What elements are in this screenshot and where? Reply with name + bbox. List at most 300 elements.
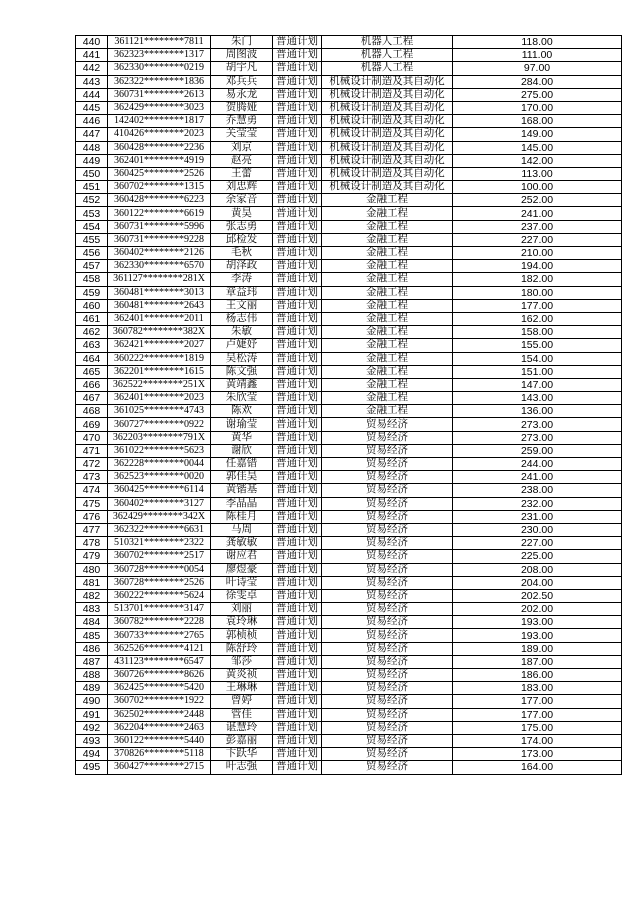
table-row — [76, 563, 622, 576]
cell-row-number: 473 — [76, 471, 108, 484]
cell-plan-type: 普通计划 — [273, 563, 322, 576]
cell-plan-type: 普通计划 — [273, 273, 322, 286]
cell-score: 241.00 — [453, 207, 622, 220]
admission-table — [75, 35, 622, 775]
cell-id-number: 361121********7811 — [108, 36, 211, 49]
table-row — [76, 418, 622, 431]
cell-id-number: 360727********0922 — [108, 418, 211, 431]
cell-major: 金融工程 — [322, 247, 453, 260]
cell-student-name: 关莹莹 — [211, 128, 273, 141]
cell-plan-type: 普通计划 — [273, 392, 322, 405]
cell-plan-type: 普通计划 — [273, 299, 322, 312]
cell-id-number: 142402********1817 — [108, 115, 211, 128]
cell-score: 227.00 — [453, 233, 622, 246]
cell-plan-type: 普通计划 — [273, 365, 322, 378]
cell-row-number: 457 — [76, 260, 108, 273]
cell-student-name: 郭桢桢 — [211, 629, 273, 642]
cell-plan-type: 普通计划 — [273, 233, 322, 246]
cell-plan-type: 普通计划 — [273, 181, 322, 194]
cell-score: 111.00 — [453, 49, 622, 62]
cell-id-number: 362323********1317 — [108, 49, 211, 62]
cell-major: 贸易经济 — [322, 537, 453, 550]
table-row — [76, 642, 622, 655]
cell-student-name: 朱敏 — [211, 326, 273, 339]
cell-plan-type: 普通计划 — [273, 748, 322, 761]
cell-plan-type: 普通计划 — [273, 497, 322, 510]
table-row — [76, 273, 622, 286]
cell-row-number: 493 — [76, 734, 108, 747]
cell-major: 贸易经济 — [322, 748, 453, 761]
table-row — [76, 326, 622, 339]
cell-student-name: 谢欣 — [211, 444, 273, 457]
cell-score: 177.00 — [453, 708, 622, 721]
cell-id-number: 362421********2027 — [108, 339, 211, 352]
cell-major: 金融工程 — [322, 378, 453, 391]
table-row — [76, 378, 622, 391]
cell-student-name: 黄靖鑫 — [211, 378, 273, 391]
cell-id-number: 360402********2126 — [108, 247, 211, 260]
cell-id-number: 360402********3127 — [108, 497, 211, 510]
table-row — [76, 603, 622, 616]
cell-id-number: 361127********281X — [108, 273, 211, 286]
table-row — [76, 510, 622, 523]
cell-score: 136.00 — [453, 405, 622, 418]
cell-score: 180.00 — [453, 286, 622, 299]
cell-student-name: 陈舒玲 — [211, 642, 273, 655]
cell-plan-type: 普通计划 — [273, 312, 322, 325]
table-row — [76, 576, 622, 589]
table-row — [76, 444, 622, 457]
cell-major: 贸易经济 — [322, 471, 453, 484]
cell-id-number: 510321********2322 — [108, 537, 211, 550]
cell-plan-type: 普通计划 — [273, 537, 322, 550]
cell-score: 143.00 — [453, 392, 622, 405]
cell-id-number: 360726********8626 — [108, 669, 211, 682]
cell-student-name: 彭嘉丽 — [211, 734, 273, 747]
cell-major: 贸易经济 — [322, 589, 453, 602]
cell-major: 机械设计制造及其自动化 — [322, 181, 453, 194]
cell-id-number: 362523********0020 — [108, 471, 211, 484]
cell-score: 97.00 — [453, 62, 622, 75]
cell-id-number: 362330********6570 — [108, 260, 211, 273]
cell-student-name: 章益玮 — [211, 286, 273, 299]
cell-id-number: 360782********382X — [108, 326, 211, 339]
table-row — [76, 75, 622, 88]
cell-id-number: 362201********1615 — [108, 365, 211, 378]
cell-plan-type: 普通计划 — [273, 220, 322, 233]
cell-plan-type: 普通计划 — [273, 734, 322, 747]
cell-student-name: 胡宇凡 — [211, 62, 273, 75]
cell-major: 金融工程 — [322, 352, 453, 365]
cell-plan-type: 普通计划 — [273, 339, 322, 352]
cell-score: 237.00 — [453, 220, 622, 233]
cell-id-number: 360728********2526 — [108, 576, 211, 589]
cell-student-name: 卞跃华 — [211, 748, 273, 761]
table-row — [76, 550, 622, 563]
cell-row-number: 465 — [76, 365, 108, 378]
cell-plan-type: 普通计划 — [273, 62, 322, 75]
cell-row-number: 471 — [76, 444, 108, 457]
cell-plan-type: 普通计划 — [273, 576, 322, 589]
cell-plan-type: 普通计划 — [273, 352, 322, 365]
table-row — [76, 405, 622, 418]
cell-id-number: 361022********5623 — [108, 444, 211, 457]
cell-plan-type: 普通计划 — [273, 484, 322, 497]
cell-score: 208.00 — [453, 563, 622, 576]
cell-score: 154.00 — [453, 352, 622, 365]
cell-id-number: 362401********2023 — [108, 392, 211, 405]
table-row — [76, 286, 622, 299]
cell-major: 贸易经济 — [322, 550, 453, 563]
cell-plan-type: 普通计划 — [273, 761, 322, 774]
cell-id-number: 360731********9228 — [108, 233, 211, 246]
cell-score: 151.00 — [453, 365, 622, 378]
cell-plan-type: 普通计划 — [273, 458, 322, 471]
cell-major: 金融工程 — [322, 260, 453, 273]
table-row — [76, 669, 622, 682]
cell-score: 230.00 — [453, 523, 622, 536]
cell-id-number: 360782********2228 — [108, 616, 211, 629]
table-row — [76, 233, 622, 246]
cell-id-number: 360427********2715 — [108, 761, 211, 774]
table-row — [76, 247, 622, 260]
cell-major: 贸易经济 — [322, 761, 453, 774]
cell-student-name: 朱欣莹 — [211, 392, 273, 405]
cell-student-name: 李涛 — [211, 273, 273, 286]
cell-row-number: 479 — [76, 550, 108, 563]
cell-row-number: 485 — [76, 629, 108, 642]
cell-major: 贸易经济 — [322, 576, 453, 589]
cell-major: 金融工程 — [322, 365, 453, 378]
cell-plan-type: 普通计划 — [273, 167, 322, 180]
cell-student-name: 管佳 — [211, 708, 273, 721]
cell-row-number: 483 — [76, 603, 108, 616]
cell-plan-type: 普通计划 — [273, 603, 322, 616]
cell-row-number: 492 — [76, 721, 108, 734]
cell-id-number: 513701********3147 — [108, 603, 211, 616]
table-row — [76, 36, 622, 49]
cell-row-number: 456 — [76, 247, 108, 260]
cell-student-name: 乔慧勇 — [211, 115, 273, 128]
cell-student-name: 黄华 — [211, 431, 273, 444]
cell-major: 机械设计制造及其自动化 — [322, 128, 453, 141]
cell-student-name: 曾婷 — [211, 695, 273, 708]
cell-score: 252.00 — [453, 194, 622, 207]
cell-row-number: 441 — [76, 49, 108, 62]
table-row — [76, 392, 622, 405]
cell-student-name: 陈桂月 — [211, 510, 273, 523]
table-row — [76, 128, 622, 141]
cell-major: 机械设计制造及其自动化 — [322, 88, 453, 101]
cell-id-number: 360481********3013 — [108, 286, 211, 299]
cell-plan-type: 普通计划 — [273, 550, 322, 563]
table-row — [76, 695, 622, 708]
cell-plan-type: 普通计划 — [273, 247, 322, 260]
cell-major: 金融工程 — [322, 312, 453, 325]
cell-row-number: 445 — [76, 101, 108, 114]
table-row — [76, 537, 622, 550]
table-row — [76, 497, 622, 510]
cell-id-number: 362401********2011 — [108, 312, 211, 325]
table-row — [76, 167, 622, 180]
cell-major: 机器人工程 — [322, 62, 453, 75]
cell-score: 284.00 — [453, 75, 622, 88]
cell-row-number: 470 — [76, 431, 108, 444]
cell-student-name: 谢应君 — [211, 550, 273, 563]
cell-plan-type: 普通计划 — [273, 286, 322, 299]
cell-plan-type: 普通计划 — [273, 49, 322, 62]
table-row — [76, 655, 622, 668]
cell-student-name: 王琳琳 — [211, 682, 273, 695]
table-row — [76, 523, 622, 536]
cell-student-name: 徐雯卓 — [211, 589, 273, 602]
cell-major: 贸易经济 — [322, 444, 453, 457]
cell-row-number: 472 — [76, 458, 108, 471]
cell-score: 227.00 — [453, 537, 622, 550]
cell-student-name: 叶诗莹 — [211, 576, 273, 589]
cell-score: 175.00 — [453, 721, 622, 734]
cell-plan-type: 普通计划 — [273, 260, 322, 273]
table-row — [76, 471, 622, 484]
cell-score: 259.00 — [453, 444, 622, 457]
cell-row-number: 467 — [76, 392, 108, 405]
table-row — [76, 260, 622, 273]
cell-row-number: 480 — [76, 563, 108, 576]
table-row — [76, 339, 622, 352]
cell-major: 贸易经济 — [322, 523, 453, 536]
cell-plan-type: 普通计划 — [273, 88, 322, 101]
cell-id-number: 362401********4919 — [108, 154, 211, 167]
cell-plan-type: 普通计划 — [273, 141, 322, 154]
cell-student-name: 易永龙 — [211, 88, 273, 101]
cell-score: 155.00 — [453, 339, 622, 352]
table-row — [76, 682, 622, 695]
cell-student-name: 谌慧玲 — [211, 721, 273, 734]
cell-major: 贸易经济 — [322, 510, 453, 523]
cell-id-number: 362203********791X — [108, 431, 211, 444]
table-body — [76, 36, 622, 775]
cell-major: 贸易经济 — [322, 721, 453, 734]
cell-id-number: 360122********5440 — [108, 734, 211, 747]
table-row — [76, 62, 622, 75]
cell-major: 机械设计制造及其自动化 — [322, 75, 453, 88]
cell-row-number: 468 — [76, 405, 108, 418]
cell-id-number: 360428********6223 — [108, 194, 211, 207]
cell-score: 273.00 — [453, 418, 622, 431]
cell-score: 244.00 — [453, 458, 622, 471]
cell-major: 贸易经济 — [322, 734, 453, 747]
cell-score: 147.00 — [453, 378, 622, 391]
cell-row-number: 444 — [76, 88, 108, 101]
cell-plan-type: 普通计划 — [273, 616, 322, 629]
cell-student-name: 袁玲琳 — [211, 616, 273, 629]
table-row — [76, 181, 622, 194]
cell-plan-type: 普通计划 — [273, 669, 322, 682]
cell-student-name: 马周 — [211, 523, 273, 536]
cell-id-number: 360702********1315 — [108, 181, 211, 194]
cell-student-name: 刘忠辉 — [211, 181, 273, 194]
cell-student-name: 朱门 — [211, 36, 273, 49]
cell-plan-type: 普通计划 — [273, 378, 322, 391]
cell-major: 金融工程 — [322, 392, 453, 405]
cell-id-number: 362322********6631 — [108, 523, 211, 536]
cell-id-number: 362204********2463 — [108, 721, 211, 734]
cell-major: 金融工程 — [322, 273, 453, 286]
cell-score: 174.00 — [453, 734, 622, 747]
cell-row-number: 453 — [76, 207, 108, 220]
cell-id-number: 362425********5420 — [108, 682, 211, 695]
cell-score: 232.00 — [453, 497, 622, 510]
cell-score: 241.00 — [453, 471, 622, 484]
cell-plan-type: 普通计划 — [273, 682, 322, 695]
table-row — [76, 207, 622, 220]
cell-row-number: 478 — [76, 537, 108, 550]
cell-score: 173.00 — [453, 748, 622, 761]
cell-row-number: 481 — [76, 576, 108, 589]
cell-row-number: 455 — [76, 233, 108, 246]
cell-plan-type: 普通计划 — [273, 708, 322, 721]
cell-score: 113.00 — [453, 167, 622, 180]
cell-id-number: 362522********251X — [108, 378, 211, 391]
cell-major: 机器人工程 — [322, 36, 453, 49]
cell-score: 149.00 — [453, 128, 622, 141]
cell-row-number: 464 — [76, 352, 108, 365]
cell-student-name: 黄炎祯 — [211, 669, 273, 682]
cell-score: 187.00 — [453, 655, 622, 668]
cell-row-number: 490 — [76, 695, 108, 708]
cell-row-number: 463 — [76, 339, 108, 352]
cell-id-number: 360425********6114 — [108, 484, 211, 497]
cell-major: 贸易经济 — [322, 616, 453, 629]
cell-row-number: 486 — [76, 642, 108, 655]
cell-score: 100.00 — [453, 181, 622, 194]
cell-student-name: 龚敏敏 — [211, 537, 273, 550]
cell-score: 189.00 — [453, 642, 622, 655]
cell-major: 贸易经济 — [322, 642, 453, 655]
cell-row-number: 458 — [76, 273, 108, 286]
cell-major: 机械设计制造及其自动化 — [322, 167, 453, 180]
table-row — [76, 312, 622, 325]
cell-student-name: 邹莎 — [211, 655, 273, 668]
cell-major: 机械设计制造及其自动化 — [322, 141, 453, 154]
cell-major: 贸易经济 — [322, 497, 453, 510]
table-row — [76, 154, 622, 167]
table-row — [76, 141, 622, 154]
table-row — [76, 708, 622, 721]
cell-id-number: 360733********2765 — [108, 629, 211, 642]
cell-score: 210.00 — [453, 247, 622, 260]
cell-plan-type: 普通计划 — [273, 36, 322, 49]
cell-row-number: 476 — [76, 510, 108, 523]
cell-row-number: 450 — [76, 167, 108, 180]
cell-row-number: 491 — [76, 708, 108, 721]
cell-student-name: 任嘉错 — [211, 458, 273, 471]
table-row — [76, 352, 622, 365]
cell-student-name: 刘京 — [211, 141, 273, 154]
cell-major: 金融工程 — [322, 233, 453, 246]
cell-score: 183.00 — [453, 682, 622, 695]
cell-plan-type: 普通计划 — [273, 75, 322, 88]
cell-score: 158.00 — [453, 326, 622, 339]
cell-student-name: 张志勇 — [211, 220, 273, 233]
cell-id-number: 360428********2236 — [108, 141, 211, 154]
table-row — [76, 629, 622, 642]
cell-id-number: 370826********5118 — [108, 748, 211, 761]
cell-id-number: 360481********2643 — [108, 299, 211, 312]
cell-major: 金融工程 — [322, 220, 453, 233]
cell-row-number: 452 — [76, 194, 108, 207]
cell-row-number: 454 — [76, 220, 108, 233]
cell-plan-type: 普通计划 — [273, 431, 322, 444]
table-row — [76, 458, 622, 471]
cell-score: 275.00 — [453, 88, 622, 101]
cell-student-name: 吴松涛 — [211, 352, 273, 365]
cell-major: 贸易经济 — [322, 629, 453, 642]
cell-major: 机器人工程 — [322, 49, 453, 62]
cell-score: 145.00 — [453, 141, 622, 154]
cell-plan-type: 普通计划 — [273, 721, 322, 734]
cell-id-number: 360702********1922 — [108, 695, 211, 708]
cell-score: 186.00 — [453, 669, 622, 682]
cell-major: 贸易经济 — [322, 603, 453, 616]
cell-row-number: 443 — [76, 75, 108, 88]
cell-major: 机械设计制造及其自动化 — [322, 101, 453, 114]
cell-major: 金融工程 — [322, 299, 453, 312]
cell-major: 贸易经济 — [322, 484, 453, 497]
cell-student-name: 刘丽 — [211, 603, 273, 616]
cell-row-number: 461 — [76, 312, 108, 325]
cell-row-number: 489 — [76, 682, 108, 695]
cell-row-number: 482 — [76, 589, 108, 602]
cell-id-number: 360728********0054 — [108, 563, 211, 576]
cell-row-number: 487 — [76, 655, 108, 668]
cell-row-number: 495 — [76, 761, 108, 774]
cell-row-number: 448 — [76, 141, 108, 154]
cell-id-number: 360731********2613 — [108, 88, 211, 101]
cell-score: 204.00 — [453, 576, 622, 589]
cell-student-name: 贺腾娅 — [211, 101, 273, 114]
cell-plan-type: 普通计划 — [273, 128, 322, 141]
cell-id-number: 362526********4121 — [108, 642, 211, 655]
cell-id-number: 362502********2448 — [108, 708, 211, 721]
cell-student-name: 毛秋 — [211, 247, 273, 260]
cell-student-name: 周图波 — [211, 49, 273, 62]
cell-student-name: 王蕾 — [211, 167, 273, 180]
cell-major: 贸易经济 — [322, 669, 453, 682]
cell-score: 193.00 — [453, 629, 622, 642]
table-row — [76, 734, 622, 747]
cell-id-number: 360222********5624 — [108, 589, 211, 602]
table-row — [76, 88, 622, 101]
cell-score: 118.00 — [453, 36, 622, 49]
cell-id-number: 362429********3023 — [108, 101, 211, 114]
table-row — [76, 299, 622, 312]
cell-score: 225.00 — [453, 550, 622, 563]
cell-row-number: 446 — [76, 115, 108, 128]
cell-plan-type: 普通计划 — [273, 154, 322, 167]
cell-plan-type: 普通计划 — [273, 418, 322, 431]
cell-row-number: 460 — [76, 299, 108, 312]
cell-row-number: 494 — [76, 748, 108, 761]
cell-plan-type: 普通计划 — [273, 194, 322, 207]
cell-student-name: 李晶晶 — [211, 497, 273, 510]
cell-student-name: 陈欢 — [211, 405, 273, 418]
cell-plan-type: 普通计划 — [273, 207, 322, 220]
table-row — [76, 220, 622, 233]
cell-id-number: 362330********0219 — [108, 62, 211, 75]
cell-id-number: 362429********342X — [108, 510, 211, 523]
table-row — [76, 748, 622, 761]
